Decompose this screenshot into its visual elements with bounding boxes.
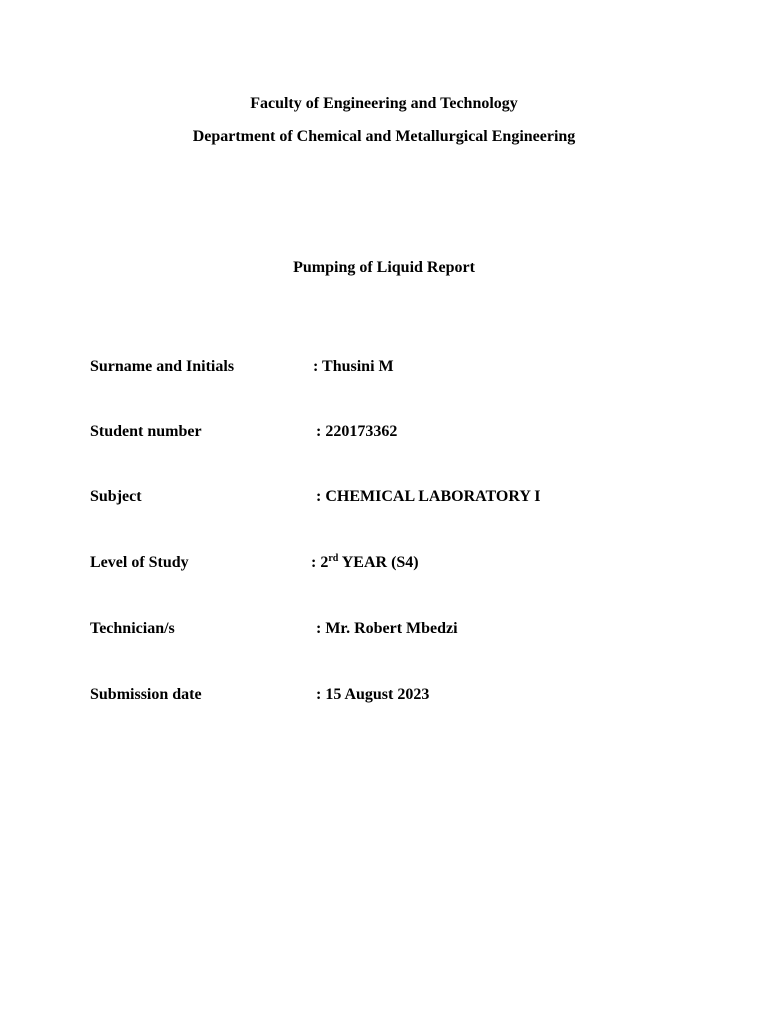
surname-label: Surname and Initials — [90, 358, 235, 375]
technician-label: Technician/s — [90, 620, 175, 637]
level-of-study-value — [311, 553, 419, 573]
surname-value: : Thusini M — [313, 358, 394, 375]
level-value-ordinal: rd — [328, 553, 339, 564]
technician-value: : Mr. Robert Mbedzi — [316, 620, 458, 637]
level-value-prefix: : 2 — [311, 554, 329, 571]
submission-date-value: : 15 August 2023 — [316, 686, 430, 703]
detail-row-surname — [0, 357, 768, 379]
detail-row-technician — [0, 619, 768, 641]
detail-row-student-number — [0, 422, 768, 444]
subject-value: : CHEMICAL LABORATORY I — [316, 488, 541, 505]
level-value-suffix: YEAR (S4) — [338, 554, 419, 571]
subject-label: Subject — [90, 488, 142, 505]
level-of-study-label: Level of Study — [90, 554, 189, 571]
detail-row-submission-date — [0, 685, 768, 707]
department-heading: Department of Chemical and Metallurgical Engineering — [192, 128, 576, 145]
detail-row-subject — [0, 487, 768, 509]
student-number-value: : 220173362 — [316, 423, 398, 440]
student-number-label: Student number — [90, 423, 202, 440]
report-title: Pumping of Liquid Report — [293, 259, 475, 276]
faculty-heading: Faculty of Engineering and Technology — [250, 95, 518, 112]
submission-date-label: Submission date — [90, 686, 202, 703]
detail-row-level-of-study — [0, 553, 768, 575]
